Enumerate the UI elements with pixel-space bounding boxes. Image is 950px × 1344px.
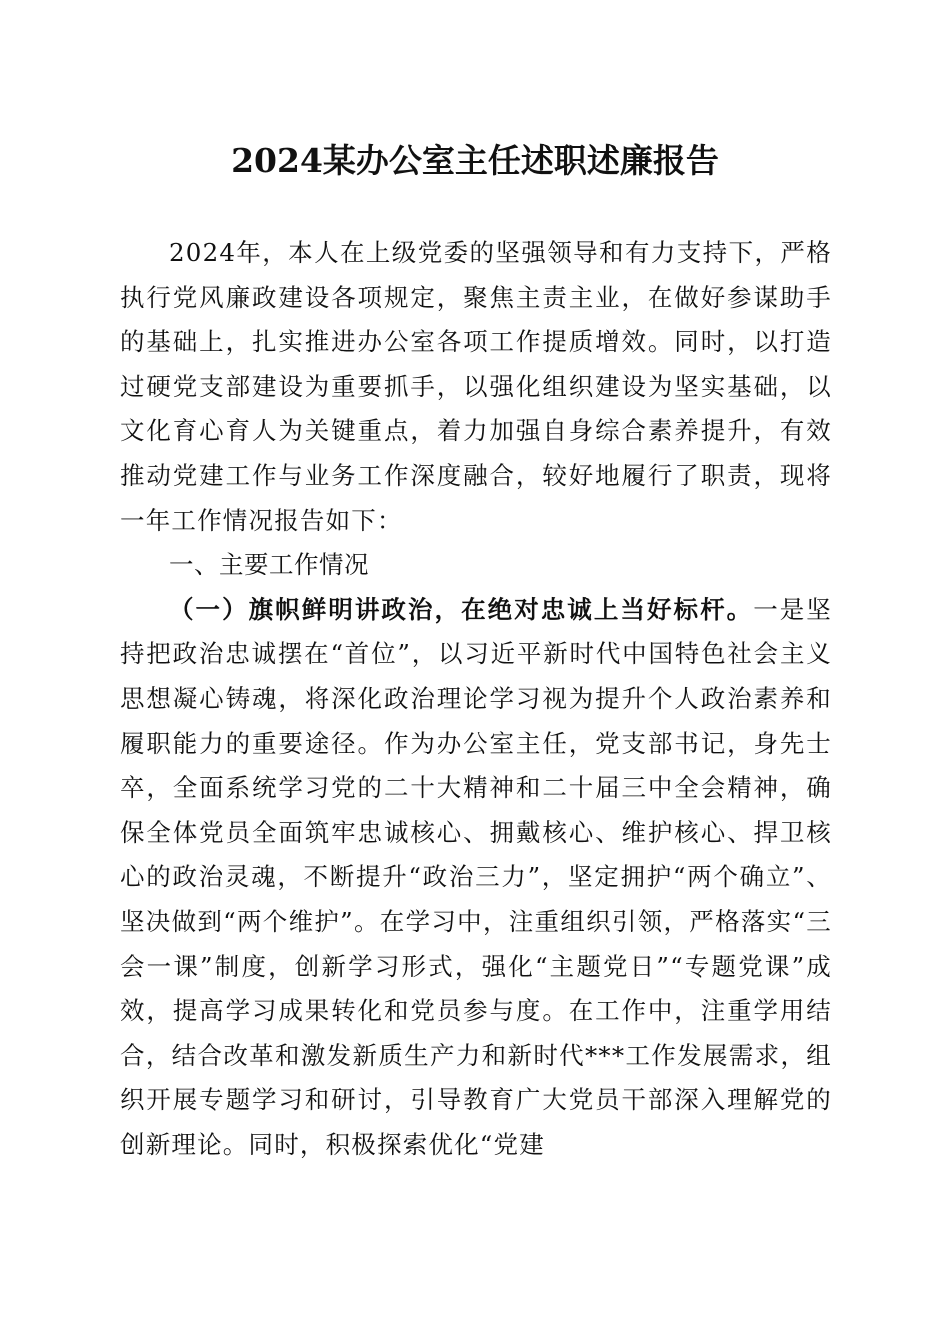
document-title: 2024某办公室主任述职述廉报告 — [231, 141, 719, 180]
document-body — [120, 231, 832, 1167]
item-subheading: （一）旗帜鲜明讲政治，在绝对忠诚上当好标杆。 — [169, 594, 754, 624]
section-heading: 一、主要工作情况 — [169, 550, 369, 580]
item-paragraph — [120, 588, 832, 1168]
item-body-text: 一是坚持把政治忠诚摆在“首位”，以习近平新时代中国特色社会主义思想凝心铸魂，将深化政治理论学习视为提升个人政治素养和履职能力的重要途径。作为办公室主任，党支部书记，身先士卒，全面系统学习党的二十大精神和二十届三中全会精神，确保全体党员全面筑牢忠诚核心、拥戴核心、维护核心、捍卫核心的政治灵魂，不断提升“政治三力”，坚定拥护“两个确立”、坚决做到“两个维护”。在学习中，注重组织引领，严格落实“三会一课”制度，创新学习形式，强化“主题党日”“专题党课”成效，提高学习成果转化和党员参与度。在工作中，注重学用结合，结合改革和激发新质生产力和新时代***工作发展需求，组织开展专题学习和研讨，引导教育广大党员干部深入理解党的创新理论。同时，积极探索优化“党建 — [120, 594, 832, 1159]
intro-paragraph: 2024年，本人在上级党委的坚强领导和有力支持下，严格执行党风廉政建设各项规定，聚焦主责主业，在做好参谋助手的基础上，扎实推进办公室各项工作提质增效。同时，以打造过硬党支部建设为重要抓手，以强化组织建设为坚实基础，以文化育心育人为关键重点，着力加强自身综合素养提升，有效推动党建工作与业务工作深度融合，较好地履行了职责，现将一年工作情况报告如下： — [120, 238, 832, 535]
